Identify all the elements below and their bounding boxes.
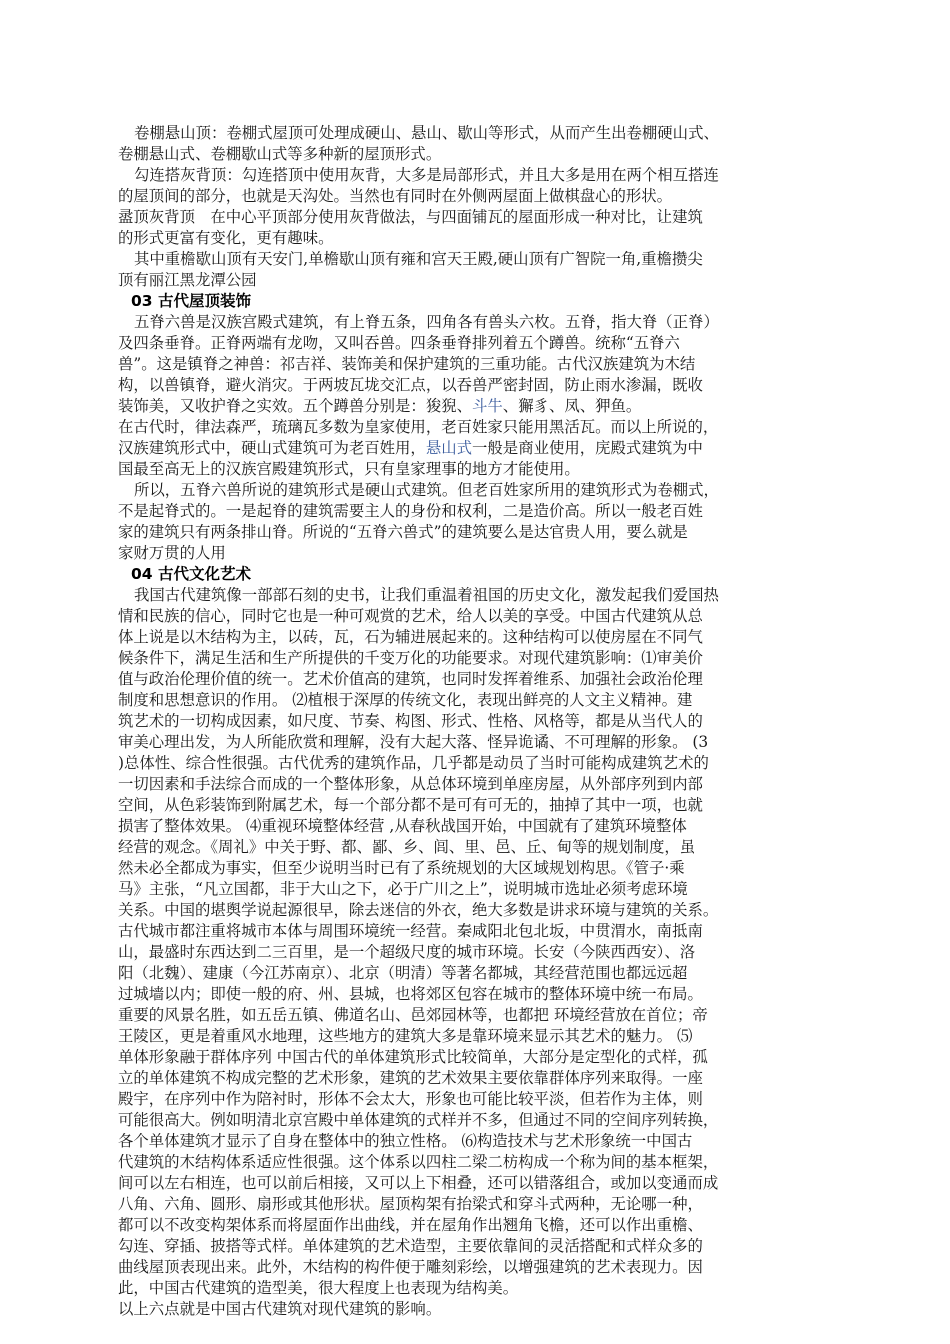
text-line: 的形式更富有变化，更有趣味。 [118, 229, 334, 247]
text-line: 以上六点就是中国古代建筑对现代建筑的影响。 [118, 1300, 442, 1318]
section-heading: 04 古代文化艺术 [131, 565, 251, 583]
text-line: 兽”。这是镇脊之神兽：祁吉祥、装饰美和保护建筑的三重功能。古代汉族建筑为木结 [118, 355, 696, 373]
text-line [118, 438, 858, 459]
text-line: 家财万贯的人用 [118, 544, 226, 562]
text-line: 体上说是以木结构为主，以砖，瓦，石为辅进展起来的。这种结构可以使房屋在不同气 [118, 628, 703, 646]
text-line: 殿宇，在序列中作为陪衬时，形体不会太大，形象也可能比较平淡，但若作为主体，则 [118, 1090, 703, 1108]
text-line [118, 396, 858, 417]
text-line: 曲线屋顶表现出来。此外，木结构的构件便于雕刻彩绘，以增强建筑的艺术表现力。因 [118, 1258, 703, 1276]
text-line: 重要的风景名胜，如五岳五镇、佛道名山、邑郊园林等，也都把 环境经营放在首位；帝 [118, 1006, 708, 1024]
text-line: 山，最盛时东西达到二三百里，是一个超级尺度的城市环境。长安（今陕西西安）、洛 [118, 943, 696, 961]
text-line: 损害了整体效果。 ⑷重视环境整体经营 ,从春秋战国开始，中国就有了建筑环境整体 [118, 817, 687, 835]
text-line: 审美心理出发，为人所能欣赏和理解，没有大起大落、怪异诡谲、不可理解的形象。 (3 [118, 733, 709, 751]
text-line: 勾连、穿插、披搭等式样。单体建筑的艺术造型，主要依靠间的灵活搭配和式样众多的 [118, 1237, 703, 1255]
text-line: 五脊六兽是汉族宫殿式建筑，有上脊五条，四角各有兽头六枚。五脊，指大脊（正脊） [134, 313, 719, 331]
text-line: 的屋顶间的部分，也就是天沟处。当然也有同时在外侧两屋面上做棋盘心的形状。 [118, 187, 673, 205]
link-xuanshanshi[interactable]: 悬山式 [425, 439, 473, 457]
text-line: 情和民族的信心，同时它也是一种可观赏的艺术，给人以美的享受。中国古代建筑从总 [118, 607, 703, 625]
text-span: 、獬豸、凤、狎鱼。 [502, 397, 642, 415]
text-line: 候条件下，满足生活和生产所提供的千变万化的功能要求。对现代建筑影响：⑴审美价 [118, 649, 703, 667]
text-line: 间可以左右相连，也可以前后相接，又可以上下相叠，还可以错落组合，或加以变通而成 [118, 1174, 719, 1192]
text-line: 阳（北魏）、建康（今江苏南京）、北京（明清）等著名都城，其经营范围也都远远超 [118, 964, 688, 982]
section-heading: 03 古代屋顶装饰 [131, 292, 251, 310]
text-line: 古代城市都注重将城市本体与周围环境统一经营。秦咸阳北包北坂，中贯渭水，南抵南 [118, 922, 703, 940]
text-line: 各个单体建筑才显示了自身在整体中的独立性格。 ⑹构造技术与艺术形象统一中国古 [118, 1132, 693, 1150]
text-line: 值与政治伦理价值的统一。艺术价值高的建筑，也同时发挥着维系、加强社会政治伦理 [118, 670, 703, 688]
text-line: 马》主张，“凡立国都，非于大山之下，必于广川之上”，说明城市选址必须考虑环境 [118, 880, 688, 898]
text-span: 一般是商业使用，庑殿式建筑为中 [472, 439, 703, 457]
text-line: 我国古代建筑像一部部石刻的史书，让我们重温着祖国的历史文化，激发起我们爱国热 [134, 586, 719, 604]
text-line: 国最至高无上的汉族宫殿建筑形式，只有皇家理事的地方才能使用。 [118, 460, 580, 478]
text-line: 一切因素和手法综合而成的一个整体形象，从总体环境到单座房屋，从外部序列到内部 [118, 775, 703, 793]
text-line: 单体形象融于群体序列 中国古代的单体建筑形式比较简单，大部分是定型化的式样，孤 [118, 1048, 708, 1066]
text-line: 此，中国古代建筑的造型美，很大程度上也表现为结构美。 [118, 1279, 519, 1297]
text-line: 筑艺术的一切构成因素，如尺度、节奏、构图、形式、性格、风格等，都是从当代人的 [118, 712, 703, 730]
text-line: 家的建筑只有两条排山脊。所说的“五脊六兽式”的建筑要么是达官贵人用，要么就是 [118, 523, 688, 541]
text-line: 其中重檐歇山顶有天安门,单檐歇山顶有雍和宫天王殿,硬山顶有广智院一角,重檐攒尖 [134, 250, 703, 268]
text-line: 关系。中国的堪舆学说起源很早，除去迷信的外衣，绝大多数是讲求环境与建筑的关系。 [118, 901, 719, 919]
text-line: 及四条垂脊。正脊两端有龙吻，又叫吞兽。四条垂脊排列着五个蹲兽。统称“五脊六 [118, 334, 680, 352]
text-line: 都可以不改变构架体系而将屋面作出曲线，并在屋角作出翘角飞檐，还可以作出重檐、 [118, 1216, 703, 1234]
text-line: 可能很高大。例如明清北京宫殿中单体建筑的式样并不多，但通过不同的空间序列转换， [118, 1111, 719, 1129]
text-line: 过城墙以内；即使一般的府、州、县城，也将郊区包容在城市的整体环境中统一布局。 [118, 985, 703, 1003]
text-line: )总体性、综合性很强。古代优秀的建筑作品，几乎都是动员了当时可能构成建筑艺术的 [118, 754, 709, 772]
text-line: 然未必全都成为事实，但至少说明当时已有了系统规划的大区域规划构思。《管子·乘 [118, 859, 685, 877]
text-line: 制度和思想意识的作用。 ⑵植根于深厚的传统文化，表现出鲜亮的人文主义精神。建 [118, 691, 693, 709]
text-line: 空间，从色彩装饰到附属艺术，每一个部分都不是可有可无的，抽掉了其中一项，也就 [118, 796, 703, 814]
text-line: 在古代时，律法森严，琉璃瓦多数为皇家使用，老百姓家只能用黑活瓦。而以上所说的， [118, 418, 719, 436]
text-line: 卷棚悬山顶：卷棚式屋顶可处理成硬山、悬山、歇山等形式，从而产生出卷棚硬山式、 [134, 124, 719, 142]
text-span: 装饰美，又收护脊之实效。五个蹲兽分别是：狻猊、 [118, 397, 472, 415]
text-line: 构，以兽镇脊，避火消灾。于两坡瓦垅交汇点，以吞兽严密封固，防止雨水渗漏，既收 [118, 376, 703, 394]
text-line: 八角、六角、圆形、扇形或其他形状。屋顶构架有抬梁式和穿斗式两种，无论哪一种， [118, 1195, 703, 1213]
text-line: 代建筑的木结构体系适应性很强。这个体系以四柱二梁二枋构成一个称为间的基本框架， [118, 1153, 719, 1171]
text-line: 立的单体建筑不构成完整的艺术形象，建筑的艺术效果主要依靠群体序列来取得。一座 [118, 1069, 703, 1087]
text-line: 顶有丽江黑龙潭公园 [118, 271, 257, 289]
text-line: 经营的观念。《周礼》中关于野、都、鄙、乡、闾、里、邑、丘、甸等的规划制度，虽 [118, 838, 696, 856]
text-line: 卷棚悬山式、卷棚歇山式等多种新的屋顶形式。 [118, 145, 442, 163]
link-douniu[interactable]: 斗牛 [472, 397, 503, 415]
text-line: 盝顶灰背顶 在中心平顶部分使用灰背做法，与四面铺瓦的屋面形成一种对比，让建筑 [118, 208, 703, 226]
text-line: 所以，五脊六兽所说的建筑形式是硬山式建筑。但老百姓家所用的建筑形式为卷棚式， [134, 481, 719, 499]
text-line: 不是起脊式的。一是起脊的建筑需要主人的身份和权利，二是造价高。所以一般老百姓 [118, 502, 703, 520]
text-line: 王陵区，更是着重风水地理，这些地方的建筑大多是靠环境来显示其艺术的魅力。 ⑸ [118, 1027, 693, 1045]
text-line: 勾连搭灰背顶：勾连搭顶中使用灰背，大多是局部形式，并且大多是用在两个相互搭连 [134, 166, 719, 184]
text-span: 汉族建筑形式中，硬山式建筑可为老百姓用， [118, 439, 426, 457]
